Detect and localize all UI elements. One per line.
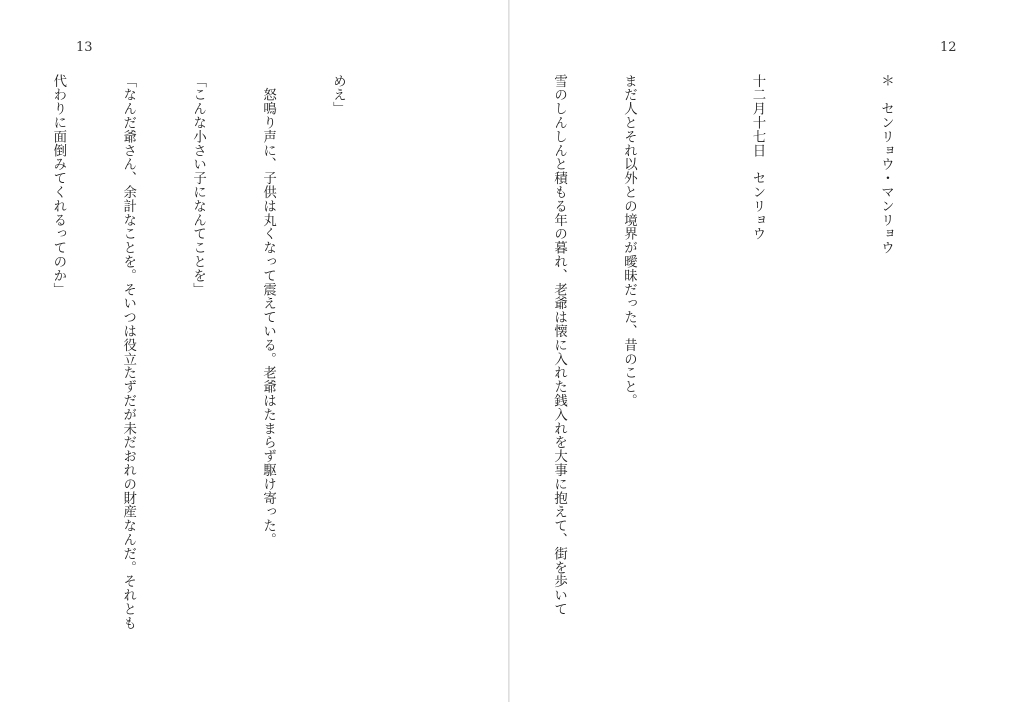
text-line: 「こんな小さい子になんてことを」 (190, 74, 206, 297)
page-number-left: 13 (76, 40, 93, 55)
date-line: 十二月十七日 センリョウ (749, 74, 765, 241)
text-line: 雪のしんしんと積もる年の暮れ、老爺は懐に入れた銭入れを大事に抱えて、街を歩いて (551, 74, 567, 617)
text-line: めえ」 (330, 74, 346, 116)
left-page (0, 0, 508, 702)
book-gutter (508, 0, 510, 702)
right-page (510, 0, 1024, 702)
page-number-right: 12 (940, 40, 957, 55)
text-line: まだ人とそれ以外との境界が曖昧だった、昔のこと。 (621, 74, 637, 408)
right-page-text (544, 74, 944, 684)
date-spacer (687, 74, 699, 684)
text-line: 怒鳴り声に、子供は丸くなって震えている。老爺はたまらず駆け寄った。 (260, 74, 276, 547)
text-line: 代わりに面倒みてくれるってのか」 (50, 74, 66, 297)
heading-spacer (816, 74, 828, 684)
left-page-text (50, 74, 396, 684)
text-line: 「なんだ爺さん、余計なことを。そいつは役立たずだが未だおれの財産なんだ。それとも (120, 74, 136, 630)
story-heading: ＊ センリョウ・マンリョウ (878, 74, 894, 255)
